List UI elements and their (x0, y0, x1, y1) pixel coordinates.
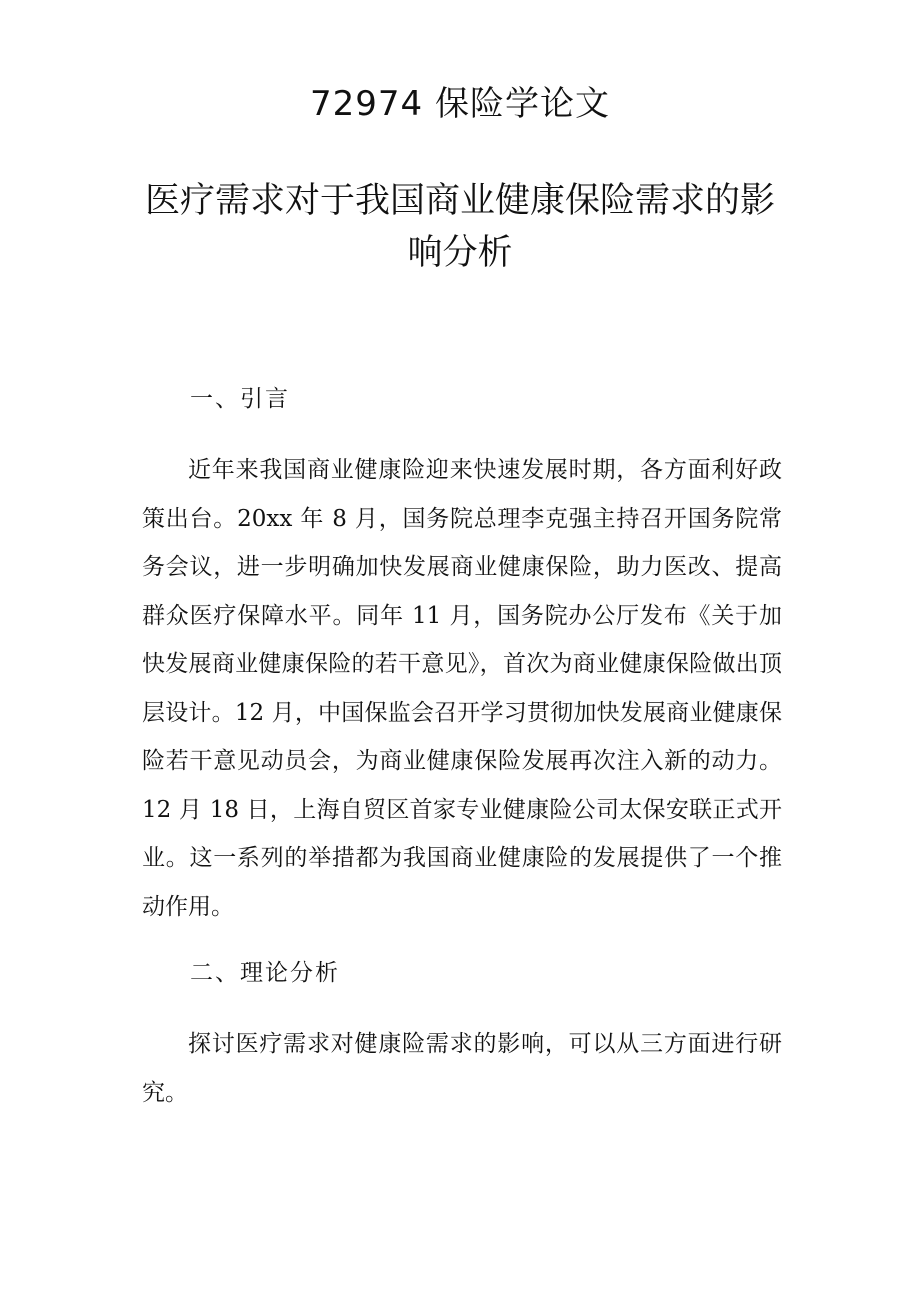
document-main-title: 医疗需求对于我国商业健康保险需求的影响分析 (144, 181, 775, 273)
introduction-paragraph: 近年来我国商业健康险迎来快速发展时期，各方面利好政策出台。20xx 年 8 月，国务院总理李克强主持召开国务院常务会议，进一步明确加快发展商业健康保险，助力医改、提高群众医疗保障水平。同年 11 月，国务院办公厅发布《关于加快发展商业健康保险的若干意见》，首次为商业健康保险做出顶层设计。12 月，中国保监会召开学习贯彻加快发展商业健康保险若干意见动员会，为商业健康保险发展再次注入新的动力。12 月 18 日，上海自贸区首家专业健康险公司太保安联正式开业。这一系列的举措都为我国商业健康险的发展提供了一个推动作用。 (142, 457, 782, 920)
section-heading-theory: 二、理论分析 (190, 960, 340, 986)
section-heading-introduction: 一、引言 (190, 386, 290, 412)
theory-paragraph: 探讨医疗需求对健康险需求的影响，可以从三方面进行研究。 (142, 1031, 782, 1106)
document-code-title: 72974 保险学论文 (310, 84, 610, 124)
